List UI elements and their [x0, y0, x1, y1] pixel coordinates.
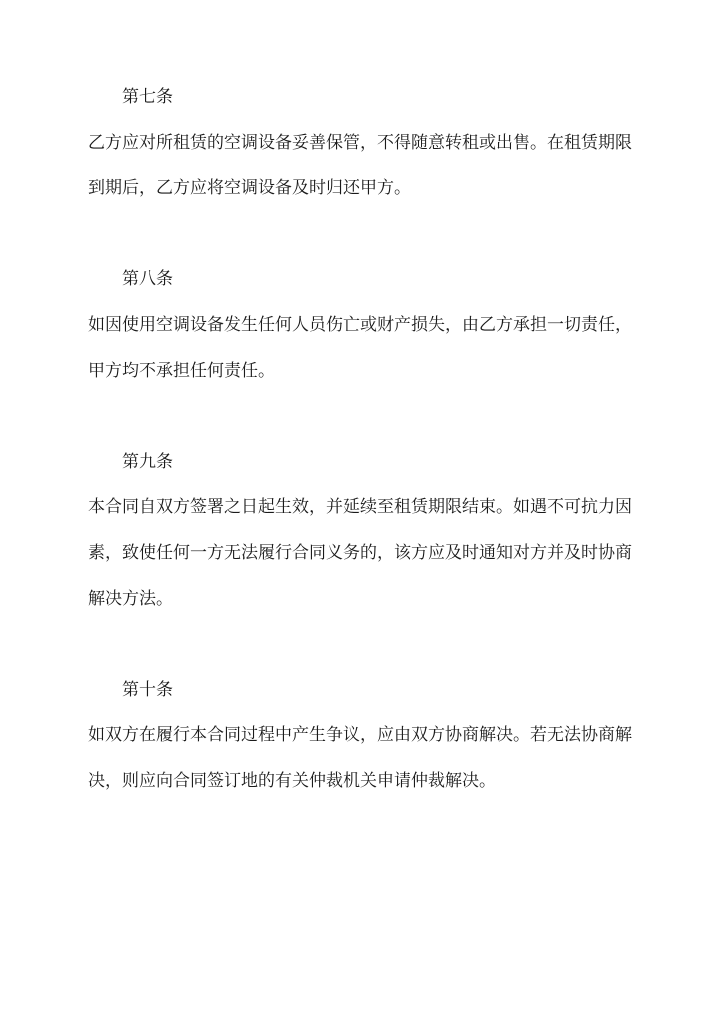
article-text-line: 如因使用空调设备发生任何人员伤亡或财产损失，由乙方承担一切责任，	[88, 314, 632, 335]
article-text-line: 乙方应对所租赁的空调设备妥善保管，不得随意转租或出售。在租赁期限	[88, 132, 632, 153]
article-text-line: 到期后，乙方应将空调设备及时归还甲方。	[88, 178, 411, 199]
article-text-line: 解决方法。	[88, 588, 173, 609]
article-7	[88, 75, 632, 212]
article-heading: 第七条	[122, 87, 173, 107]
article-text-line: 甲方均不承担任何责任。	[88, 360, 275, 381]
article-heading: 第十条	[122, 679, 173, 700]
article-heading: 第九条	[122, 451, 173, 472]
article-8	[88, 257, 632, 394]
article-text-line: 决，则应向合同签订地的有关仲裁机关申请仲裁解决。	[88, 770, 496, 791]
article-text-line: 本合同自双方签署之日起生效，并延续至租赁期限结束。如遇不可抗力因	[88, 497, 632, 518]
article-10	[88, 668, 632, 805]
article-heading: 第八条	[122, 269, 173, 290]
article-9	[88, 440, 632, 622]
article-text-line: 素，致使任何一方无法履行合同义务的，该方应及时通知对方并及时协商	[88, 542, 632, 563]
article-text-line: 如双方在履行本合同过程中产生争议，应由双方协商解决。若无法协商解	[88, 725, 632, 746]
